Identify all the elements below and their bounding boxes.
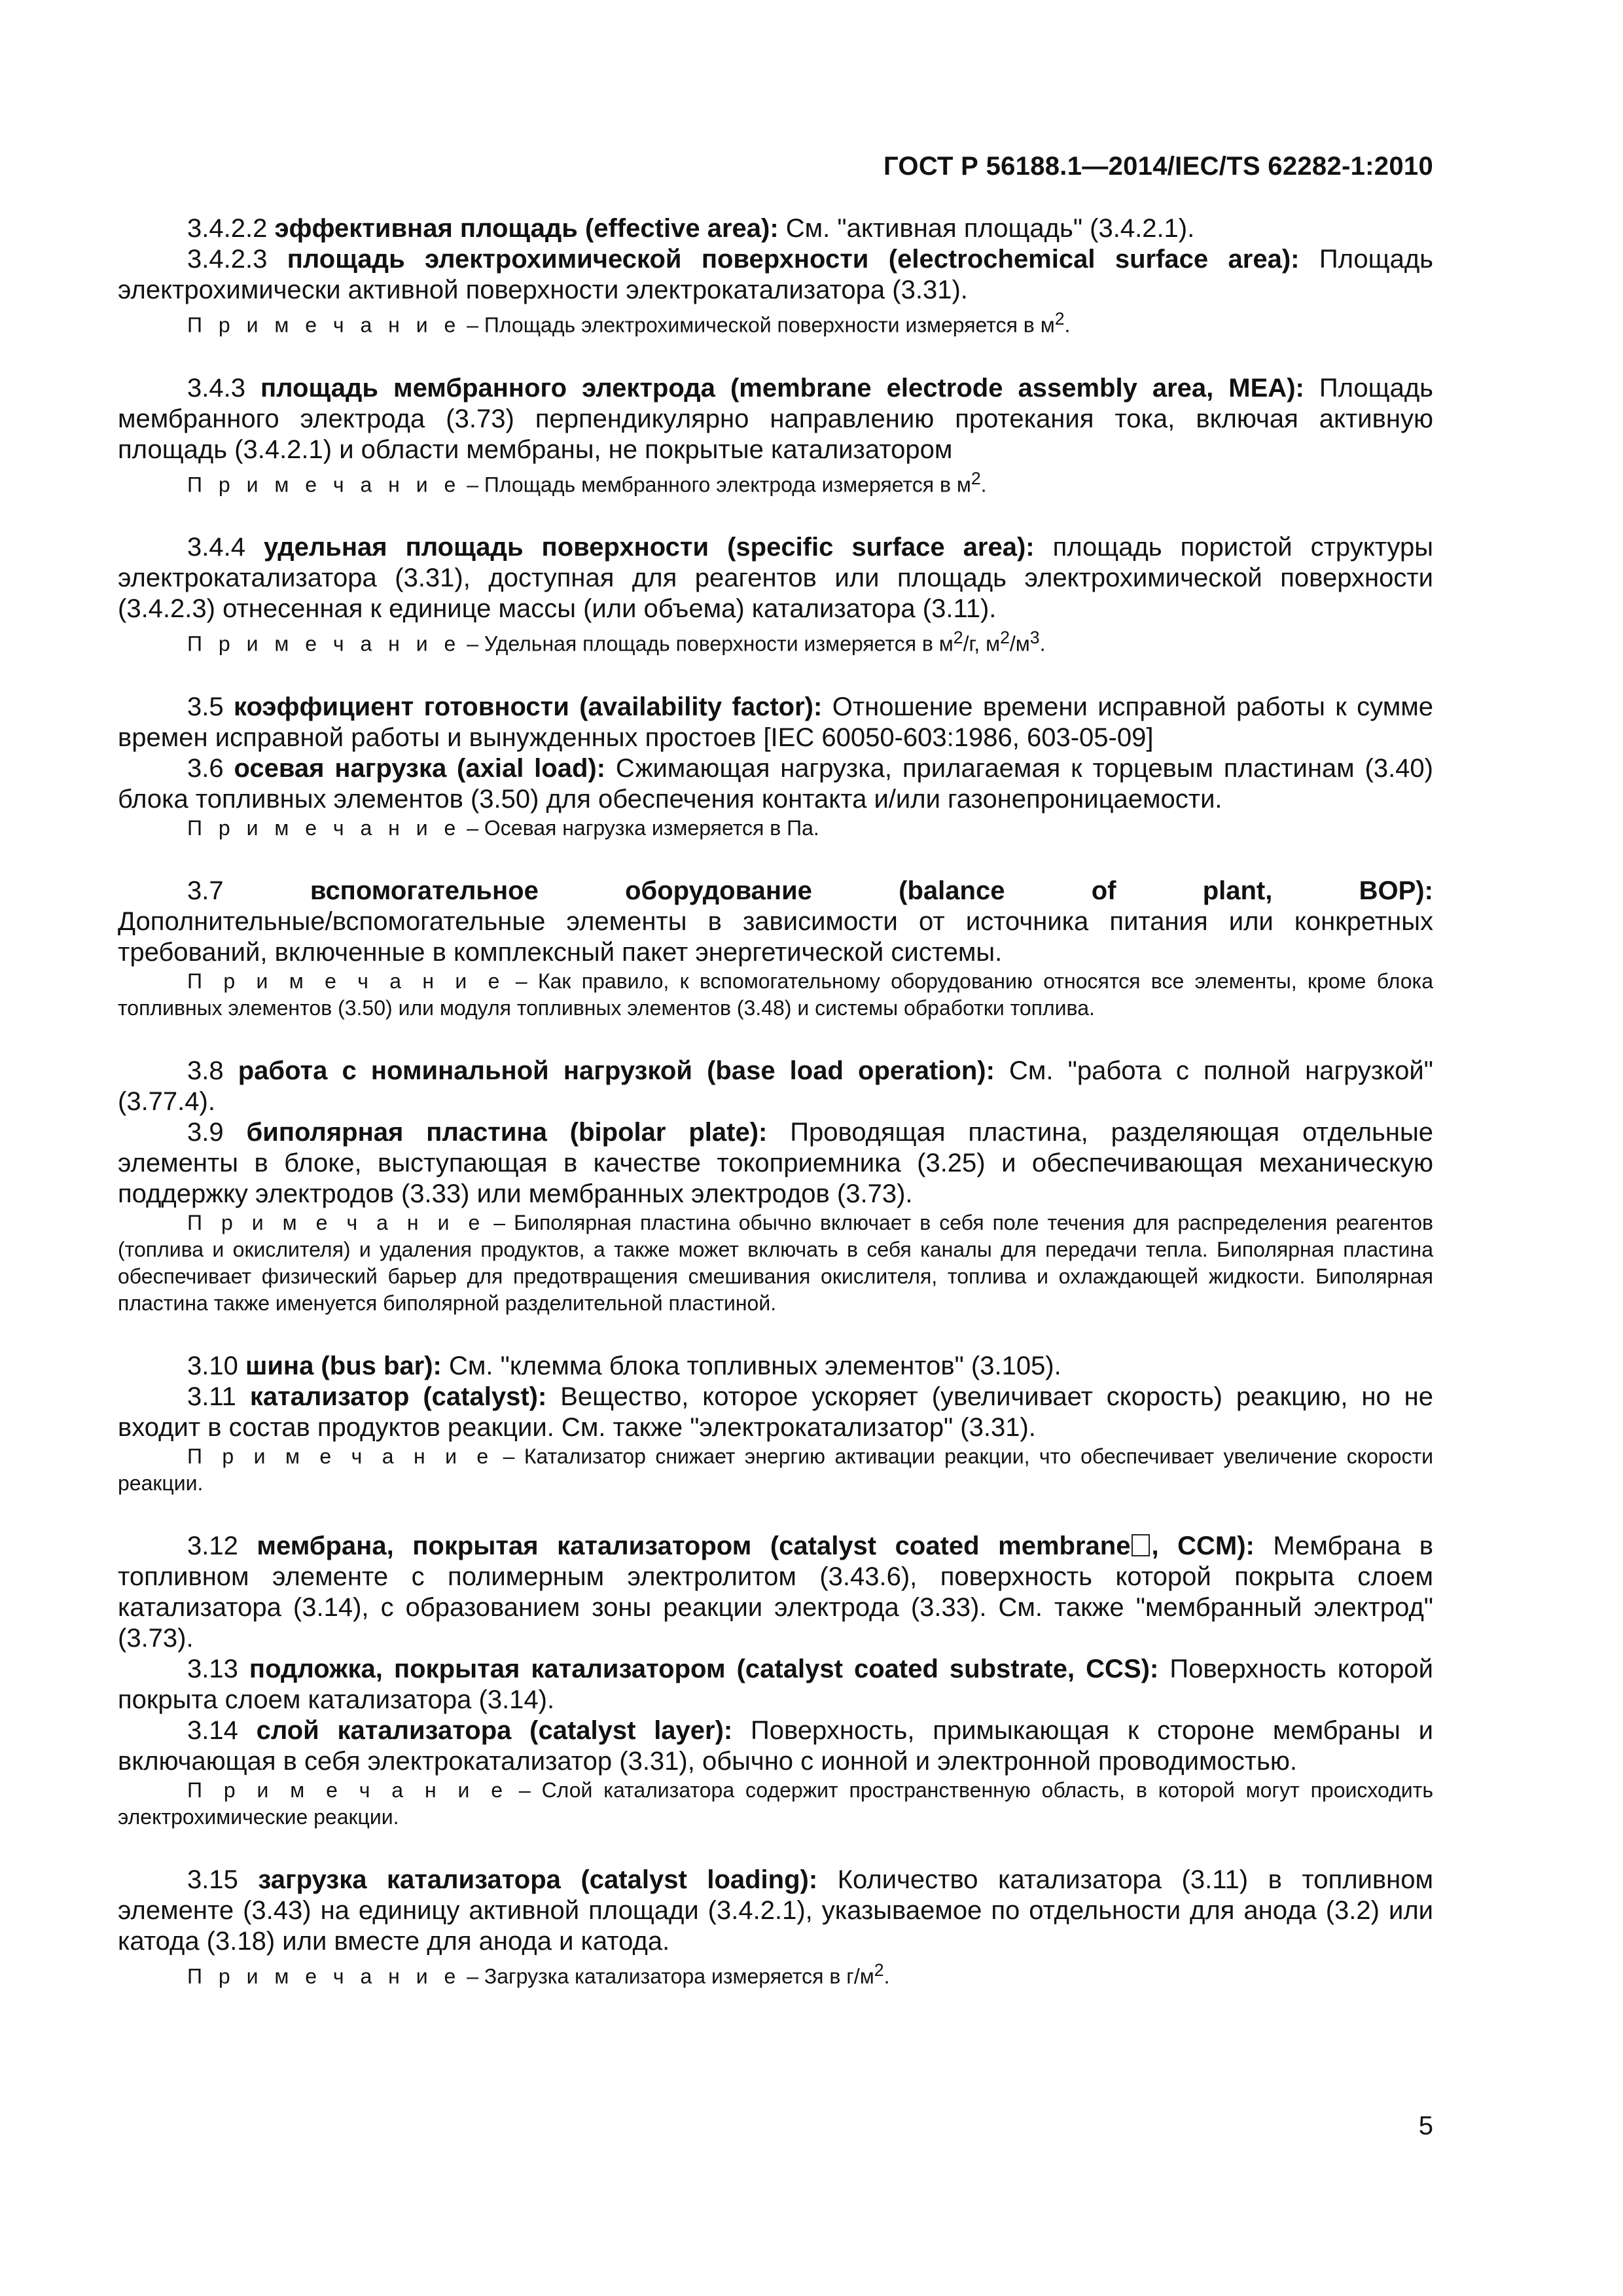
note-3-4-3 (118, 465, 1433, 499)
term-definition: Сжимающая нагрузка, прилагаемая к торцевым пластинам (3.40) блока топливных элементов (3.50) для обеспечения контакта и/или газонепроницаемости. (118, 753, 1433, 814)
term-number: 3.9 (187, 1117, 224, 1147)
term-title-word: (balance (899, 876, 1005, 905)
note-end: . (1039, 632, 1046, 656)
term-title-word: of (1091, 876, 1116, 905)
term-number: 3.4.2.3 (187, 245, 268, 274)
note-text: – Слой катализатора содержит пространственную область, в которой могут происходить электрохимические реакции. (118, 1778, 1434, 1829)
term-title: шина (bus bar): (245, 1351, 442, 1380)
note-text: /г, м (963, 632, 1001, 656)
note-label: П р и м е ч а н и е (187, 1444, 494, 1468)
term-definition: площадь пористой структуры электрокатализатора (3.31), доступная для реагентов или площадь электрохимической поверхности (3.4.2.3) отнесенная к единице массы (или объема) катализатора (3.11). (118, 533, 1433, 624)
note-label: П р и м е ч а н и е (187, 473, 461, 497)
term-title: слой катализатора (catalyst layer): (256, 1715, 733, 1745)
term-definition: См. "клемма блока топливных элементов" (3.105). (449, 1351, 1061, 1380)
term-3-7-definition (118, 906, 1433, 968)
note-label: П р и м е ч а н и е (187, 816, 461, 840)
term-definition: Проводящая пластина, разделяющая отдельные элементы в блоке, выступающая в качестве токоприемника (3.25) и обеспечивающая механическую поддержку электродов (3.33) или мембранных электродов (3.73). (118, 1117, 1433, 1208)
term-title-part: , CCM): (1151, 1531, 1255, 1560)
term-title-word: plant, (1202, 876, 1273, 905)
term-definition: См. "работа с полной нагрузкой" (3.77.4). (118, 1056, 1433, 1116)
term-definition: Мембрана в топливном элементе с полимерным электролитом (3.43.6), поверхность которой покрыта слоем катализатора (3.14), с образованием зоны реакции электрода (3.33). См. также "мембранный электрод" (3.73). (118, 1531, 1433, 1653)
note-label: П р и м е ч а н и е (187, 1210, 486, 1234)
note-text: – Площадь мембранного электрода измеряется в м (467, 473, 971, 497)
note-text: – Загрузка катализатора измеряется в г/м (467, 1964, 874, 1988)
term-title: площадь мембранного электрода (membrane electrode assembly area, MEA): (260, 373, 1304, 403)
term-title: подложка, покрытая катализатором (catalyst coated substrate, CCS): (249, 1654, 1159, 1683)
term-3-11 (118, 1382, 1433, 1443)
term-number: 3.4.3 (187, 373, 245, 403)
term-number: 3.15 (187, 1865, 238, 1894)
term-3-9 (118, 1117, 1433, 1210)
document-header: ГОСТ Р 56188.1—2014/IEC/TS 62282-1:2010 (883, 152, 1433, 181)
term-title-part: мембрана, покрытая катализатором (catalyst coated membrane (257, 1531, 1131, 1560)
document-body (118, 213, 1433, 2024)
term-number: 3.13 (187, 1654, 238, 1683)
note-label: П р и м е ч а н и е (187, 1964, 461, 1988)
term-3-4-3 (118, 373, 1433, 465)
note-text: – Удельная площадь поверхности измеряется в м (467, 632, 954, 656)
note-superscript: 2 (1054, 309, 1065, 329)
note-3-6 (118, 815, 1433, 842)
term-3-13 (118, 1654, 1433, 1715)
term-definition: Вещество, которое ускоряет (увеличивает скорость) реакцию, но не входит в состав продуктов реакции. См. также "электрокатализатор" (3.31). (118, 1382, 1433, 1442)
note-label: П р и м е ч а н и е (187, 313, 461, 337)
note-label: П р и м е ч а н и е (187, 969, 505, 993)
term-3-4-2-2 (118, 213, 1433, 244)
term-definition: Площадь электрохимически активной поверхности электрокатализатора (3.31). (118, 245, 1433, 304)
note-end: . (883, 1964, 890, 1988)
note-3-4-4 (118, 624, 1433, 658)
term-3-10 (118, 1351, 1433, 1382)
note-3-14 (118, 1777, 1433, 1831)
term-definition: Отношение времени исправной работы к сумме времен исправной работы и вынужденных простоев [IEC 60050-603:1986, 603-05-09] (118, 692, 1433, 752)
term-title-word: BOP): (1359, 876, 1433, 905)
term-title: осевая нагрузка (axial load): (234, 753, 606, 783)
term-title: коэффициент готовности (availability factor): (234, 692, 823, 721)
term-3-12 (118, 1531, 1433, 1654)
term-definition: Количество катализатора (3.11) в топливном элементе (3.43) на единицу активной площади (3.4.2.1), указываемое по отдельности для анода (3.2) или катода (3.18) или вместе для анода и катода. (118, 1865, 1433, 1956)
term-title-word: оборудование (625, 876, 812, 905)
note-3-15 (118, 1957, 1433, 1990)
term-title: работа с номинальной нагрузкой (base load operation): (238, 1056, 995, 1085)
page-number: 5 (1418, 2111, 1433, 2140)
note-text: – Площадь электрохимической поверхности измеряется в м (467, 313, 1055, 337)
term-number: 3.10 (187, 1351, 238, 1380)
term-3-4-2-3 (118, 244, 1433, 306)
term-3-15 (118, 1865, 1433, 1957)
note-end: . (1064, 313, 1071, 337)
term-number: 3.11 (187, 1382, 236, 1411)
term-3-7-heading (118, 876, 1433, 906)
term-number: 3.5 (187, 692, 224, 721)
term-title: биполярная пластина (bipolar plate): (246, 1117, 768, 1147)
note-3-11 (118, 1443, 1433, 1497)
term-title: площадь электрохимической поверхности (electrochemical surface area): (287, 245, 1300, 274)
term-number: 3.7 (187, 876, 224, 905)
term-title (257, 1532, 1254, 1560)
note-3-7 (118, 968, 1433, 1022)
note-text: – Осевая нагрузка измеряется в Па. (467, 816, 819, 840)
note-superscript: 2 (953, 628, 963, 648)
note-text: – Биполярная пластина обычно включает в себя поле течения для распределения реагентов (топлива и окислителя) и удаления продуктов, а также может включать в себя каналы для передачи тепла. Биполярная пластина обеспечивает физический барьер для предотвращения смешивания окислителя, топлива и охлаждающей жидкости. Биполярная пластина также именуется биполярной разделительной пластиной. (118, 1210, 1434, 1315)
note-superscript: 2 (1000, 628, 1010, 648)
term-definition: См. "активная площадь" (3.4.2.1). (785, 214, 1195, 243)
term-title: катализатор (catalyst): (249, 1382, 547, 1411)
term-definition: Дополнительные/вспомогательные элементы в зависимости от источника питания или конкретных требований, включенные в комплексный пакет энергетической системы. (118, 906, 1433, 967)
note-label: П р и м е ч а н и е (187, 1778, 508, 1802)
note-text: – Катализатор снижает энергию активации реакции, что обеспечивает увеличение скорости реакции. (118, 1444, 1434, 1495)
term-definition: Поверхность, примыкающая к стороне мембраны и включающая в себя электрокатализатор (3.31), обычно с ионной и электронной проводимостью. (118, 1715, 1433, 1776)
term-3-6 (118, 753, 1433, 815)
note-end: . (980, 473, 987, 497)
term-number: 3.4.2.2 (187, 214, 268, 243)
term-3-5 (118, 692, 1433, 753)
term-number: 3.4.4 (187, 533, 245, 562)
term-number: 3.6 (187, 753, 224, 783)
term-3-14 (118, 1715, 1433, 1777)
term-number: 3.14 (187, 1715, 238, 1745)
note-superscript: 3 (1029, 628, 1040, 648)
note-label: П р и м е ч а н и е (187, 632, 461, 656)
note-text: – Как правило, к вспомогательному оборудованию относятся все элементы, кроме блока топливных элементов (3.50) или модуля топливных элементов (3.48) и системы обработки топлива. (118, 969, 1434, 1020)
note-text: /м (1009, 632, 1030, 656)
term-definition: Поверхность которой покрыта слоем катализатора (3.14). (118, 1654, 1433, 1714)
term-title-word: вспомогательное (310, 876, 539, 905)
note-3-9 (118, 1210, 1433, 1317)
term-3-8 (118, 1056, 1433, 1117)
term-title: загрузка катализатора (catalyst loading): (258, 1865, 818, 1894)
term-number: 3.8 (187, 1056, 224, 1085)
missing-glyph-icon (1132, 1534, 1150, 1556)
note-superscript: 2 (971, 468, 981, 488)
note-3-4-2-3 (118, 306, 1433, 339)
term-3-4-4 (118, 532, 1433, 624)
note-superscript: 2 (874, 1960, 884, 1980)
term-title: эффективная площадь (effective area): (274, 214, 779, 243)
term-title: удельная площадь поверхности (specific surface area): (263, 533, 1035, 562)
term-definition: Площадь мембранного электрода (3.73) перпендикулярно направлению протекания тока, включая активную площадь (3.4.2.1) и области мембраны, не покрытые катализатором (118, 373, 1434, 464)
term-number: 3.12 (187, 1531, 238, 1560)
